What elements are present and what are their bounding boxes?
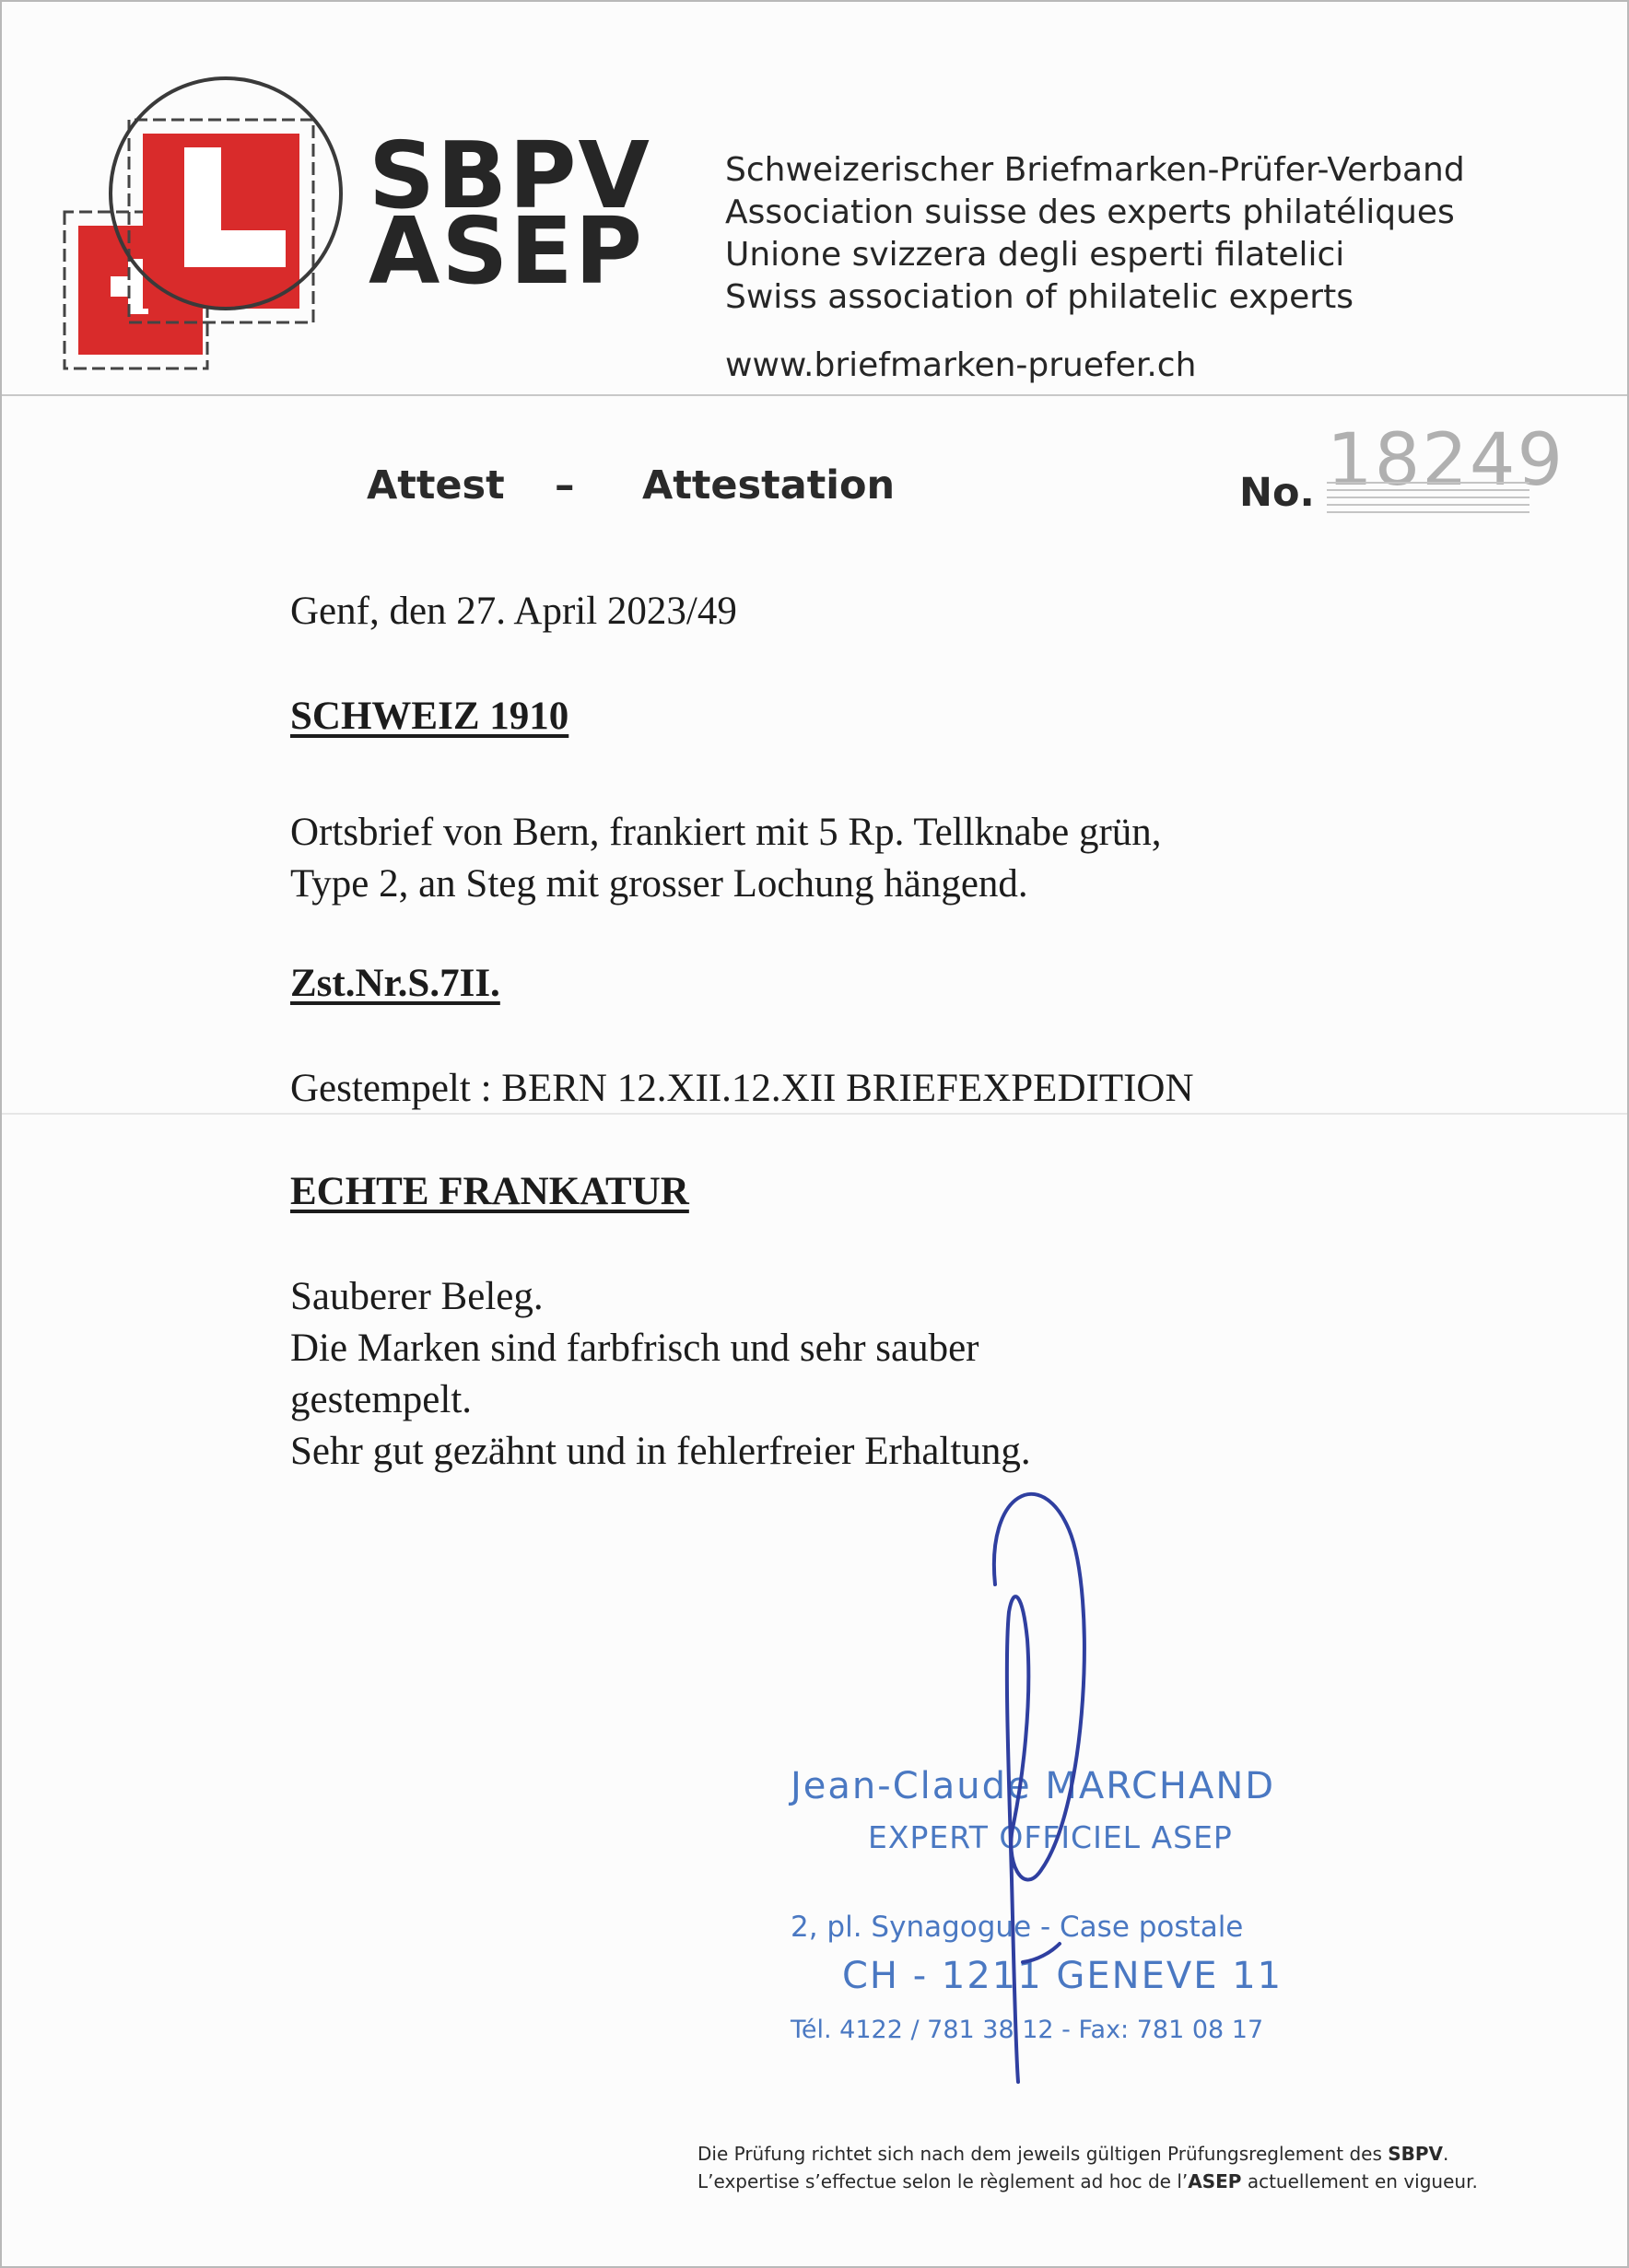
footer-line-de: Die Prüfung richtet sich nach dem jeweils gültigen Prüfungsreglement des SBPV. <box>697 2143 1449 2165</box>
remark-line: Sauberer Beleg. <box>290 1275 544 1318</box>
cancellation-line: Gestempelt : BERN 12.XII.12.XII BRIEFEXPEDITION <box>290 1067 1194 1110</box>
subject-heading: SCHWEIZ 1910 <box>290 695 569 738</box>
certificate-number-label: No. <box>1239 470 1315 516</box>
website-link[interactable]: www.briefmarken-pruefer.ch <box>725 346 1197 384</box>
association-name-fr: Association suisse des experts philatéliques <box>725 193 1455 231</box>
stamp-expert-role: EXPERT OFFICIEL ASEP <box>868 1819 1233 1855</box>
expert-signature-icon <box>986 1474 1152 2100</box>
paper-fold <box>2 1113 1627 1115</box>
title-attest: Attest <box>367 462 505 509</box>
remark-line: Sehr gut gezähnt und in fehlerfreier Erhaltung. <box>290 1430 1031 1473</box>
association-name-de: Schweizerischer Briefmarken-Prüfer-Verband <box>725 151 1465 189</box>
brand-sbpv: SBPV <box>369 122 651 229</box>
sbpv-logo-icon <box>55 55 359 387</box>
description-line-1: Ortsbrief von Bern, frankiert mit 5 Rp. Tellknabe grün, <box>290 811 1162 854</box>
brand-asep: ASEP <box>369 197 645 305</box>
remark-line: Die Marken sind farbfrisch und sehr sauber <box>290 1327 979 1370</box>
association-name-it: Unione svizzera degli esperti filatelici <box>725 236 1345 274</box>
stamp-phone: Tél. 4122 / 781 38 12 - Fax: 781 08 17 <box>791 2016 1264 2044</box>
header-divider <box>2 394 1627 396</box>
association-names <box>725 149 1465 319</box>
remark-line: gestempelt. <box>290 1378 473 1421</box>
number-underline-lines <box>1327 479 1529 516</box>
title-attestation: Attestation <box>642 462 896 509</box>
stamp-city: CH - 1211 GENEVE 11 <box>842 1955 1283 1997</box>
description-line-2: Type 2, an Steg mit grosser Lochung hängend. <box>290 862 1028 906</box>
association-name-en: Swiss association of philatelic experts <box>725 278 1354 316</box>
certificate-number: 18249 <box>1327 419 1565 502</box>
stamp-address: 2, pl. Synagogue - Case postale <box>791 1911 1244 1944</box>
footer-notice <box>697 2140 1478 2195</box>
remarks <box>290 1271 1031 1478</box>
catalog-number: Zst.Nr.S.7II. <box>290 962 500 1005</box>
verdict-heading: ECHTE FRANKATUR <box>290 1170 689 1213</box>
stamp-expert-name: Jean-Claude MARCHAND <box>791 1765 1276 1807</box>
brand-mark <box>369 122 651 305</box>
date-line: Genf, den 27. April 2023/49 <box>290 590 737 633</box>
footer-line-fr: L’expertise s’effectue selon le règlement ad hoc de l’ASEP actuellement en vigueur. <box>697 2170 1478 2192</box>
title-dash: – <box>555 462 575 509</box>
